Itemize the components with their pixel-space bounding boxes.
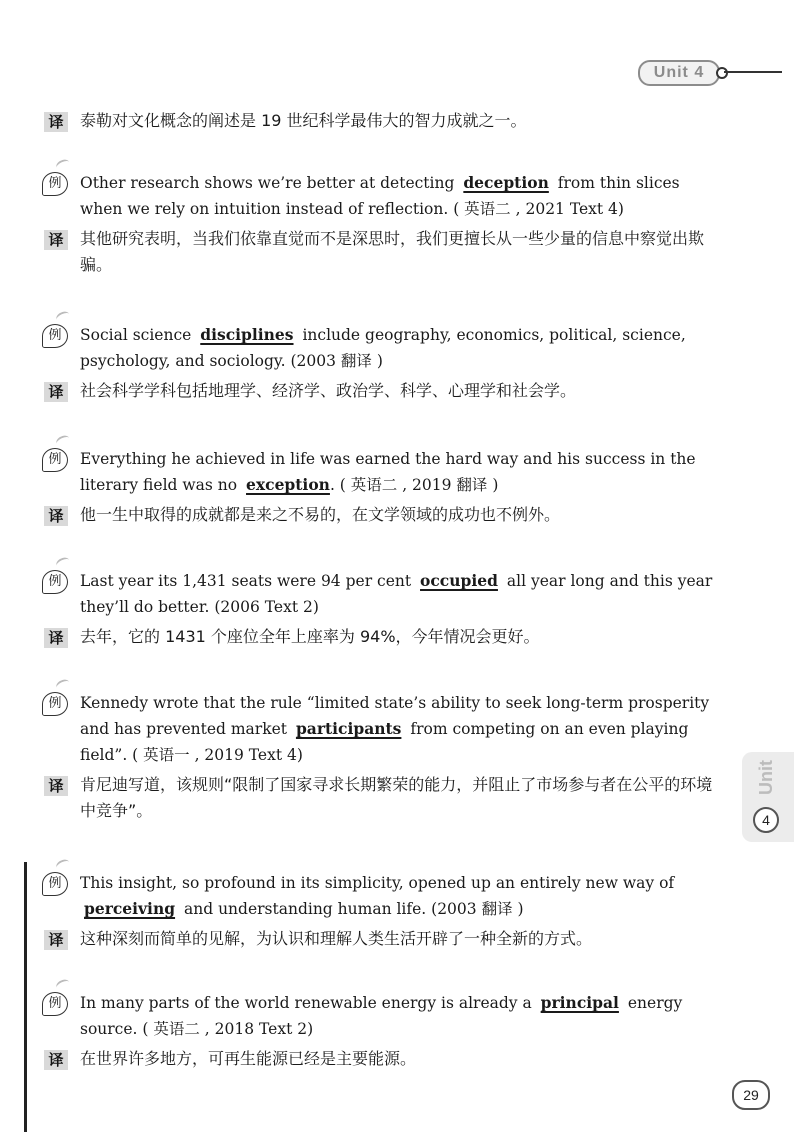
- entry-6: [36, 870, 720, 952]
- translation-icon: 译: [44, 628, 68, 648]
- example-line: [36, 990, 720, 1042]
- keyword: perceiving: [84, 899, 176, 918]
- translation-line: [36, 624, 720, 650]
- feather-icon: [55, 978, 72, 993]
- translation-line: [36, 502, 720, 528]
- keyword: occupied: [420, 571, 498, 590]
- translation-text: 在世界许多地方，可再生能源已经是主要能源。: [80, 1049, 417, 1068]
- example-text-before: This insight, so profound in its simplicity, opened up an entirely new way of: [80, 874, 675, 892]
- example-icon: 例: [42, 992, 68, 1016]
- entry-7: [36, 990, 720, 1072]
- translation-icon: 译: [44, 230, 68, 250]
- example-icon: 例: [42, 172, 68, 196]
- example-line: [36, 870, 720, 922]
- example-text-after: from competing on an even playing field”. ( 英语一 , 2019 Text 4): [80, 720, 689, 764]
- keyword: disciplines: [200, 325, 294, 344]
- feather-icon: [55, 310, 72, 325]
- example-text-before: Other research shows we’re better at detecting: [80, 174, 455, 192]
- translation-line: [36, 1046, 720, 1072]
- page-number: 29: [732, 1080, 770, 1110]
- translation-icon: 译: [44, 506, 68, 526]
- example-icon: 例: [42, 692, 68, 716]
- entry-4: [36, 568, 720, 650]
- header-rule: [724, 71, 782, 73]
- example-line: [36, 568, 720, 620]
- example-text-after: all year long and this year they’ll do better. (2006 Text 2): [80, 572, 713, 616]
- unit-side-tab: [742, 752, 794, 842]
- example-icon: 例: [42, 448, 68, 472]
- translation-line: [36, 772, 720, 824]
- side-tab-label: Unit: [756, 760, 776, 795]
- feather-icon: [55, 158, 72, 173]
- feather-icon: [55, 678, 72, 693]
- example-text-before: Everything he achieved in life was earned the hard way and his success in the literary field was no: [80, 450, 696, 494]
- translation-text: 这种深刻而简单的见解，为认识和理解人类生活开辟了一种全新的方式。: [80, 929, 593, 948]
- feather-icon: [55, 556, 72, 571]
- entry-1: [36, 170, 720, 278]
- example-text-before: Last year its 1,431 seats were 94 per cent: [80, 572, 412, 590]
- translation-line: [36, 378, 720, 404]
- translation-line: [36, 926, 720, 952]
- example-text-after: energy source. ( 英语二 , 2018 Text 2): [80, 994, 683, 1038]
- example-text-after: and understanding human life. (2003 翻译 ): [184, 900, 524, 918]
- feather-icon: [55, 858, 72, 873]
- translation-text: 肯尼迪写道，该规则“限制了国家寻求长期繁荣的能力，并阻止了市场参与者在公平的环境中竞争”。: [80, 775, 713, 820]
- example-line: [36, 322, 720, 374]
- example-icon: 例: [42, 872, 68, 896]
- example-text-after: . ( 英语二 , 2019 翻译 ): [329, 476, 499, 494]
- translation-text: 去年，它的 1431 个座位全年上座率为 94%，今年情况会更好。: [80, 627, 540, 646]
- example-icon: 例: [42, 324, 68, 348]
- keyword: exception: [246, 475, 330, 494]
- translation-line: [36, 108, 720, 134]
- keyword: participants: [295, 719, 402, 738]
- keyword: deception: [463, 173, 549, 192]
- example-text-after: from thin slices when we rely on intuition instead of reflection. ( 英语二 , 2021 Text 4): [80, 174, 680, 218]
- feather-icon: [55, 434, 72, 449]
- entry-0: [36, 104, 720, 134]
- example-text-before: Kennedy wrote that the rule “limited state’s ability to seek long-term prosperity and has prevented market: [80, 694, 710, 738]
- translation-text: 他一生中取得的成就都是来之不易的，在文学领域的成功也不例外。: [80, 505, 561, 524]
- translation-icon: 译: [44, 776, 68, 796]
- entry-2: [36, 322, 720, 404]
- translation-line: [36, 226, 720, 278]
- example-line: [36, 690, 720, 768]
- margin-bar: [24, 862, 27, 1132]
- entry-3: [36, 446, 720, 528]
- translation-icon: 译: [44, 930, 68, 950]
- translation-text: 泰勒对文化概念的阐述是 19 世纪科学最伟大的智力成就之一。: [80, 111, 527, 130]
- entry-5: [36, 690, 720, 824]
- header-dot-decoration: [716, 67, 728, 79]
- translation-icon: 译: [44, 112, 68, 132]
- example-text-before: In many parts of the world renewable energy is already a: [80, 994, 532, 1012]
- translation-text: 社会科学学科包括地理学、经济学、政治学、科学、心理学和社会学。: [80, 381, 577, 400]
- example-icon: 例: [42, 570, 68, 594]
- example-line: [36, 170, 720, 222]
- translation-text: 其他研究表明，当我们依靠直觉而不是深思时，我们更擅长从一些少量的信息中察觉出欺骗。: [80, 229, 705, 274]
- translation-icon: 译: [44, 382, 68, 402]
- example-text-after: include geography, economics, political, science, psychology, and sociology. (2003 翻译 ): [80, 326, 686, 370]
- keyword: principal: [540, 993, 619, 1012]
- example-text-before: Social science: [80, 326, 192, 344]
- unit-label: Unit 4: [638, 60, 720, 86]
- translation-icon: 译: [44, 1050, 68, 1070]
- example-line: [36, 446, 720, 498]
- side-tab-number: 4: [753, 807, 779, 833]
